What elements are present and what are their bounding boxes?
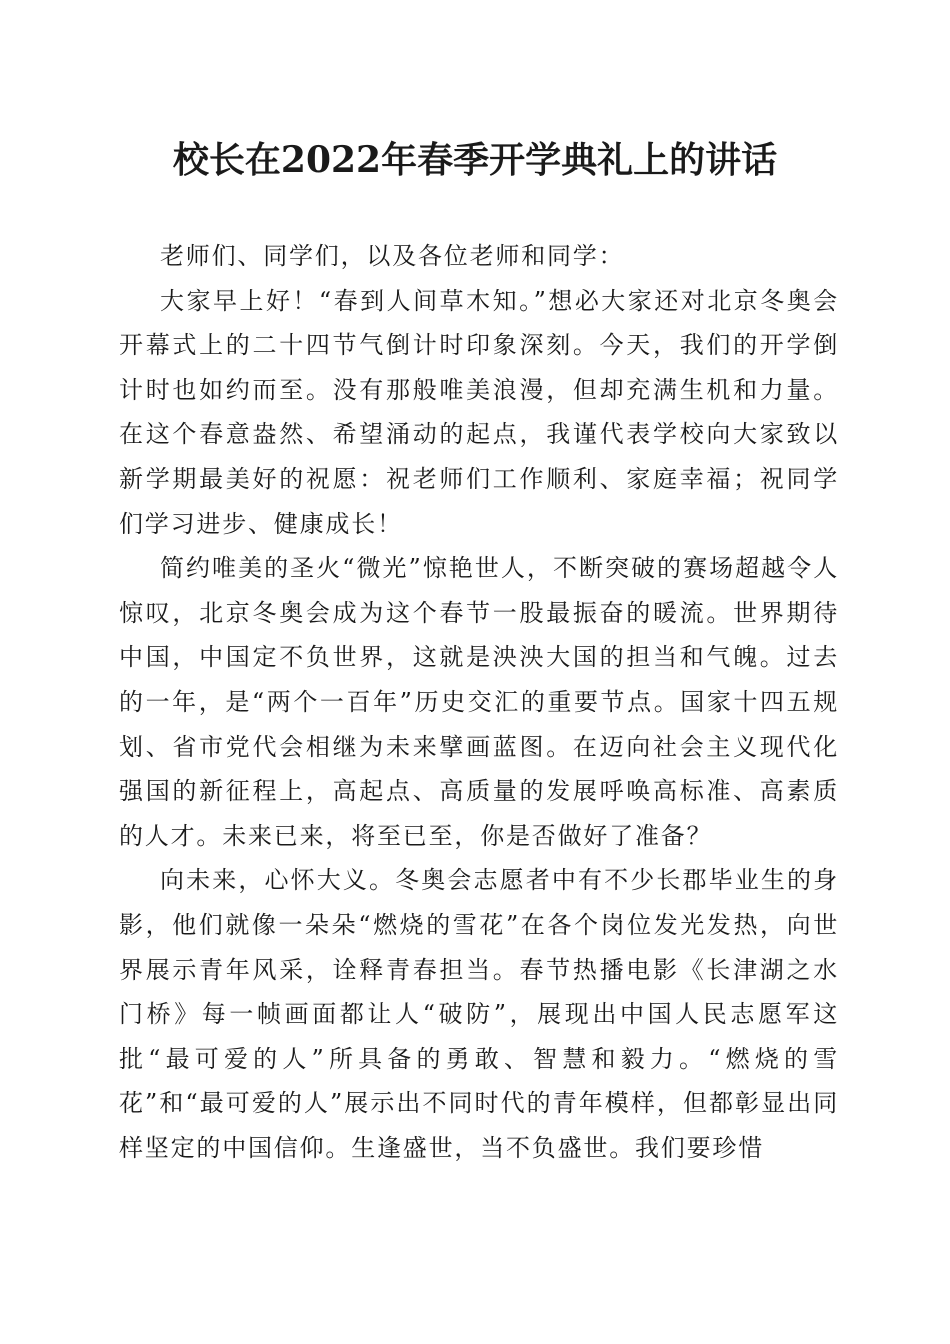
document-title: 校长在2022年春季开学典礼上的讲话	[172, 139, 778, 181]
olympics-paragraph: 简约唯美的圣火“微光”惊艳世人，不断突破的赛场超越令人惊叹，北京冬奥会成为这个春节一股最振奋的暖流。世界期待中国，中国定不负世界，这就是泱泱大国的担当和气魄。过去的一年，是“两个一百年”历史交汇的重要节点。国家十四五规划、省市党代会相继为未来擘画蓝图。在迈向社会主义现代化强国的新征程上，高起点、高质量的发展呼唤高标准、高素质的人才。未来已来，将至已至，你是否做好了准备？	[119, 554, 839, 850]
greeting-paragraph: 老师们、同学们，以及各位老师和同学：	[160, 242, 625, 270]
future-paragraph: 向未来，心怀大义。冬奥会志愿者中有不少长郡毕业生的身影，他们就像一朵朵“燃烧的雪花”在各个岗位发光发热，向世界展示青年风采，诠释青春担当。春节热播电影《长津湖之水门桥》每一帧画面都让人“破防”，展现出中国人民志愿军这批“最可爱的人”所具备的勇敢、智慧和毅力。“燃烧的雪花”和“最可爱的人”展示出不同时代的青年模样，但都彰显出同样坚定的中国信仰。生逢盛世，当不负盛世。我们要珍惜	[119, 866, 839, 1162]
document-body	[119, 234, 839, 1170]
opening-paragraph: 大家早上好！“春到人间草木知。”想必大家还对北京冬奥会开幕式上的二十四节气倒计时印象深刻。今天，我们的开学倒计时也如约而至。没有那般唯美浪漫，但却充满生机和力量。在这个春意盎然、希望涌动的起点，我谨代表学校向大家致以新学期最美好的祝愿：祝老师们工作顺利、家庭幸福；祝同学们学习进步、健康成长！	[119, 286, 839, 538]
